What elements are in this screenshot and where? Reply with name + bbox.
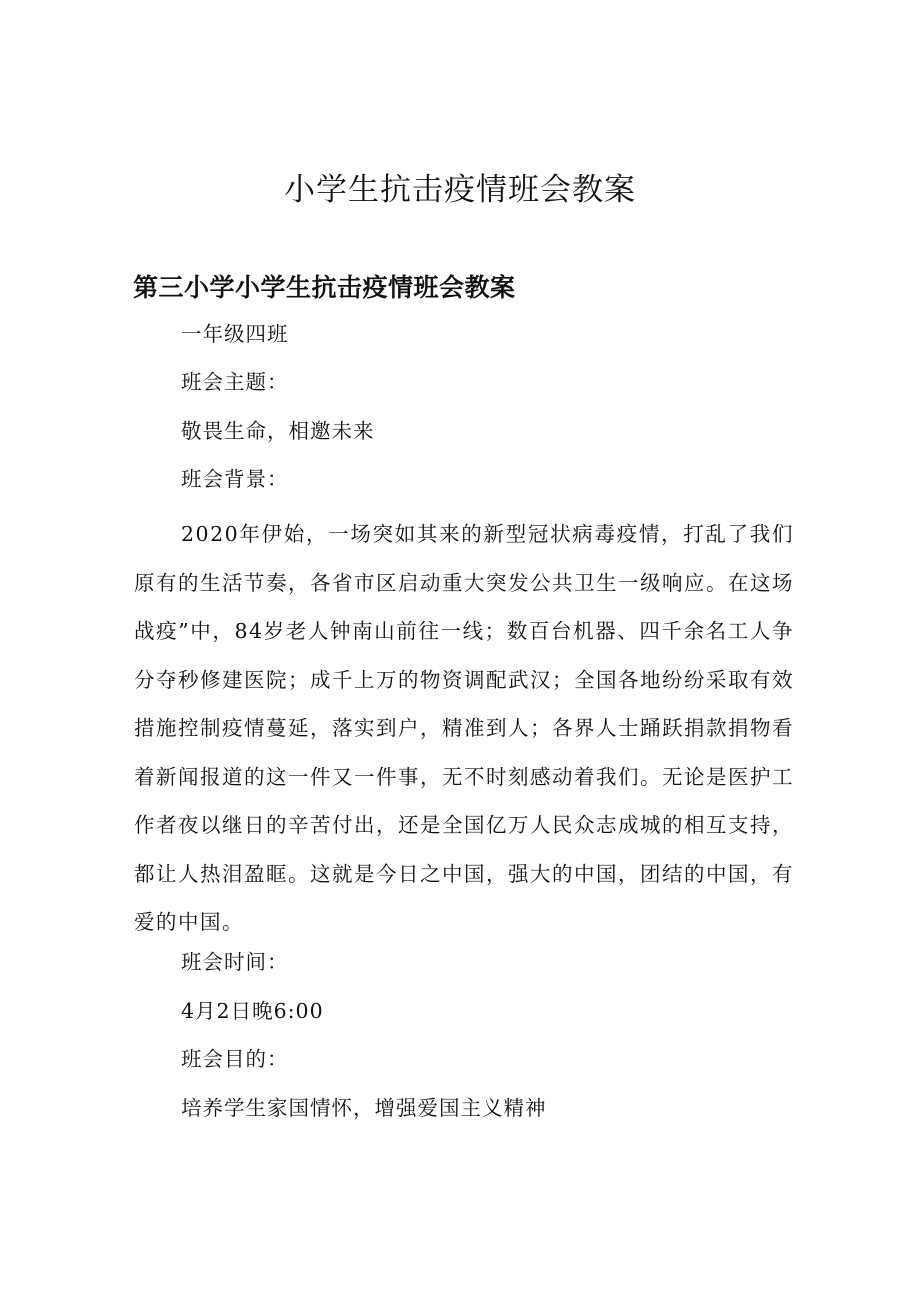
purpose-label: 班会目的： xyxy=(181,1047,289,1071)
time-label: 班会时间： xyxy=(181,950,289,974)
section-title: 第三小学小学生抗击疫情班会教案 xyxy=(133,273,516,302)
background-paragraph: 2020年伊始，一场突如其来的新型冠状病毒疫情，打乱了我们原有的生活节奏，各省市区启动重大突发公共卫生一级响应。在这场战疫”中，84岁老人钟南山前往一线；数百台机器、四千余名工人争分夺秒修建医院；成千上万的物资调配武汉；全国各地纷纷采取有效措施控制疫情蔓延，落实到户，精准到人；各界人士踊跃捐款捐物看着新闻报道的这一件又一件事，无不时刻感动着我们。无论是医护工作者夜以继日的辛苦付出，还是全国亿万人民众志成城的相互支持，都让人热泪盈眶。这就是今日之中国，强大的中国，团结的中国，有爱的中国。 xyxy=(134,522,794,934)
theme-value: 敬畏生命，相邀未来 xyxy=(181,419,375,443)
class-name: 一年级四班 xyxy=(181,322,289,346)
background-label: 班会背景： xyxy=(181,467,289,491)
time-value: 4月2日晚6:00 xyxy=(181,999,324,1023)
purpose-value: 培养学生家国情怀，增强爱国主义精神 xyxy=(181,1096,547,1120)
document-title: 小学生抗击疫情班会教案 xyxy=(284,172,636,208)
theme-label: 班会主题： xyxy=(181,370,289,394)
